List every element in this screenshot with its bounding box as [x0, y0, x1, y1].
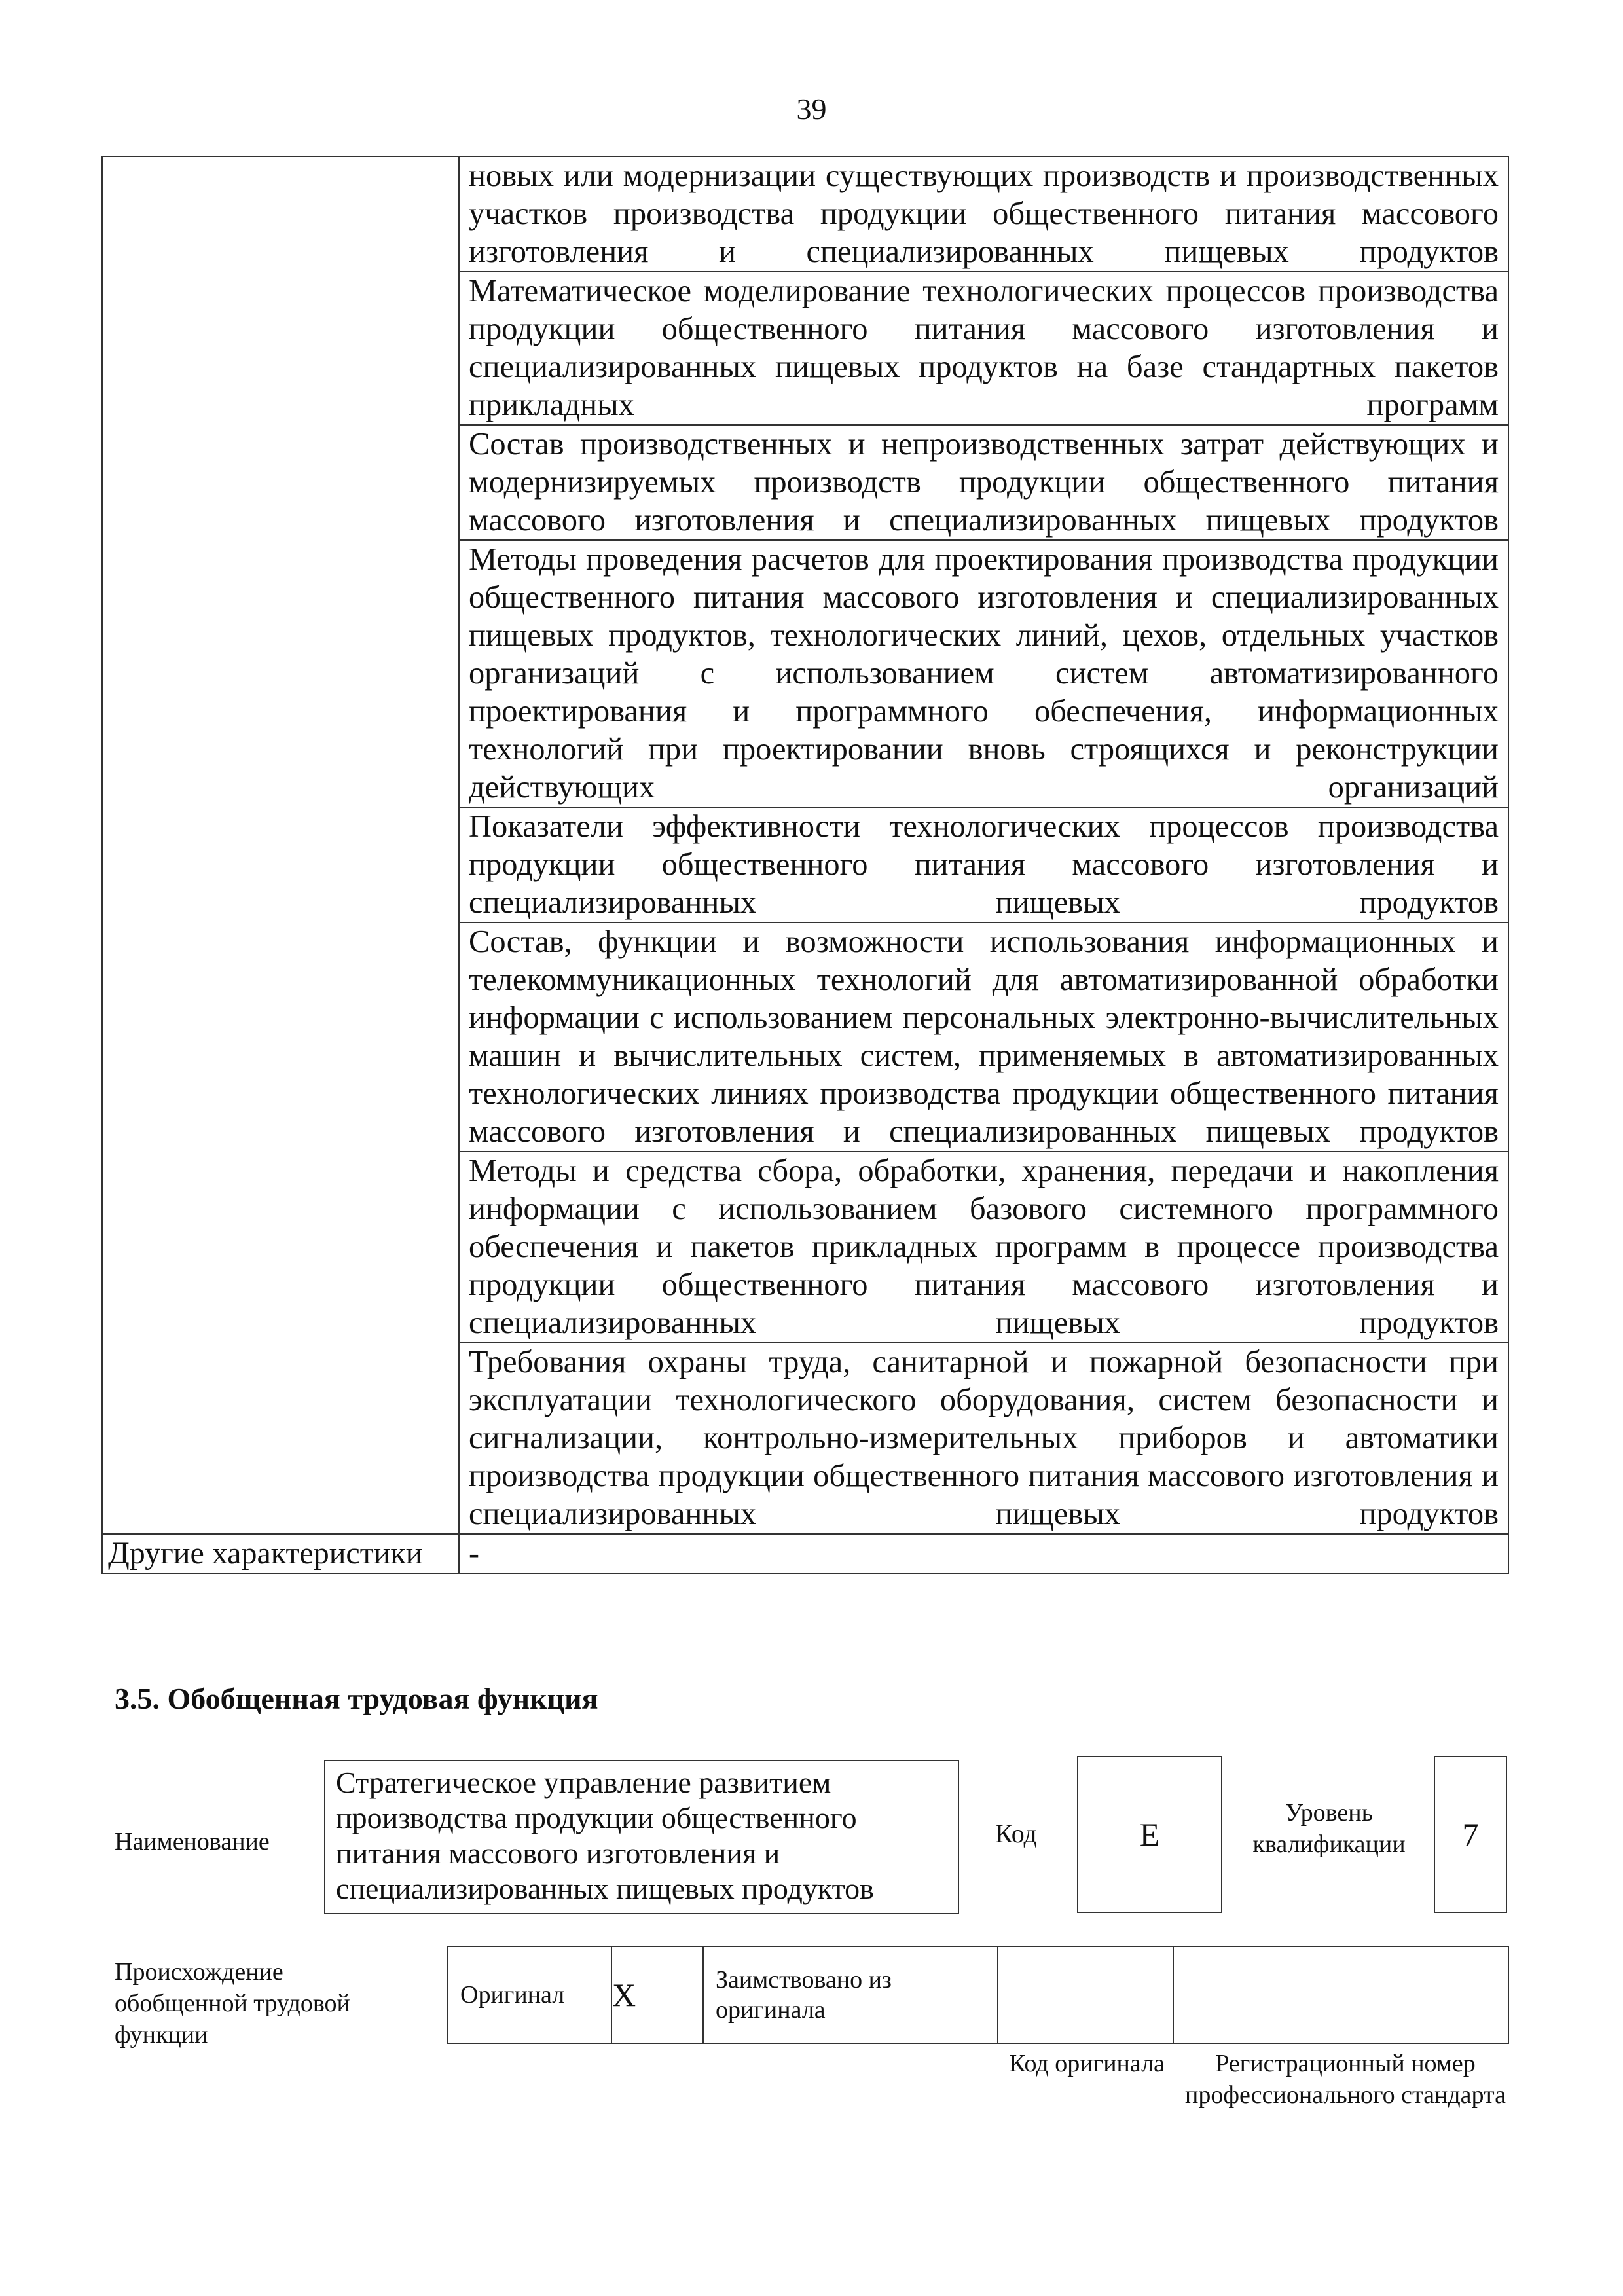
name-label: Наименование [115, 1828, 270, 1855]
knowledge-item: Методы проведения расчетов для проектирования производства продукции общественного питания массового изготовления и специализированных пищевых продуктов, технологических линий, цехов, отдельных участков организаций с использованием систем автоматизированного проектирования и программного обеспечения, информационных технологий при проектировании вновь строящихся и реконструкции действующих организаций [459, 540, 1508, 807]
page-number: 39 [796, 92, 827, 126]
function-name-box: Стратегическое управление развитием производства продукции общественного питания массового изготовления и специализированных пищевых продуктов [324, 1760, 959, 1914]
knowledge-item: Состав производственных и непроизводственных затрат действующих и модернизируемых производств продукции общественного питания массового изготовления и специализированных пищевых продуктов [459, 425, 1508, 540]
other-characteristics-label: Другие характеристики [102, 1534, 459, 1573]
knowledge-item: Математическое моделирование технологических процессов производства продукции общественного питания массового изготовления и специализированных пищевых продуктов на базе стандартных пакетов прикладных программ [459, 272, 1508, 425]
section-heading: 3.5. Обобщенная трудовая функция [115, 1682, 598, 1715]
registration-number-caption: Регистрационный номер профессионального стандарта [1185, 2050, 1506, 2109]
other-characteristics-value: - [459, 1534, 1508, 1573]
borrowed-label: Заимствовано из оригинала [703, 1946, 998, 2043]
original-code-caption: Код оригинала [1009, 2050, 1165, 2077]
table-row [102, 1534, 1508, 1573]
table-row [448, 1946, 1508, 2043]
registration-number-cell [1173, 1946, 1508, 2043]
code-value-box: E [1077, 1756, 1222, 1913]
table-row [102, 156, 1508, 272]
knowledge-item: Методы и средства сбора, обработки, хранения, передачи и накопления информации с использованием базового системного программного обеспечения и пакетов прикладных программ в процессе производства продукции общественного питания массового изготовления и специализированных пищевых продуктов [459, 1152, 1508, 1343]
origin-label: Происхождение обобщенной трудовой функции [115, 1958, 350, 2049]
knowledge-item: Требования охраны труда, санитарной и пожарной безопасности при эксплуатации технологического оборудования, систем безопасности и сигнализации, контрольно-измерительных приборов и автоматики производства продукции общественного питания массового изготовления и специализированных пищевых продуктов [459, 1343, 1508, 1534]
knowledge-table [101, 156, 1509, 1574]
original-label: Оригинал [448, 1946, 611, 2043]
origin-table [447, 1946, 1509, 2044]
code-label: Код [995, 1819, 1037, 1848]
qualification-level-label: Уровень квалификации [1252, 1799, 1406, 1858]
knowledge-item: Показатели эффективности технологических процессов производства продукции общественного питания массового изготовления и специализированных пищевых продуктов [459, 807, 1508, 922]
knowledge-item: Состав, функции и возможности использования информационных и телекоммуникационных технологий для автоматизированной обработки информации с использованием персональных электронно-вычислительных машин и вычислительных систем, применяемых в автоматизированных технологических линиях производства продукции общественного питания массового изготовления и специализированных пищевых продуктов [459, 922, 1508, 1152]
original-mark: X [611, 1946, 703, 2043]
qualification-level-box: 7 [1434, 1756, 1507, 1913]
original-code-cell [998, 1946, 1173, 2043]
empty-label-cell [102, 156, 459, 1534]
knowledge-item: новых или модернизации существующих производств и производственных участков производства продукции общественного питания массового изготовления и специализированных пищевых продуктов [459, 156, 1508, 272]
